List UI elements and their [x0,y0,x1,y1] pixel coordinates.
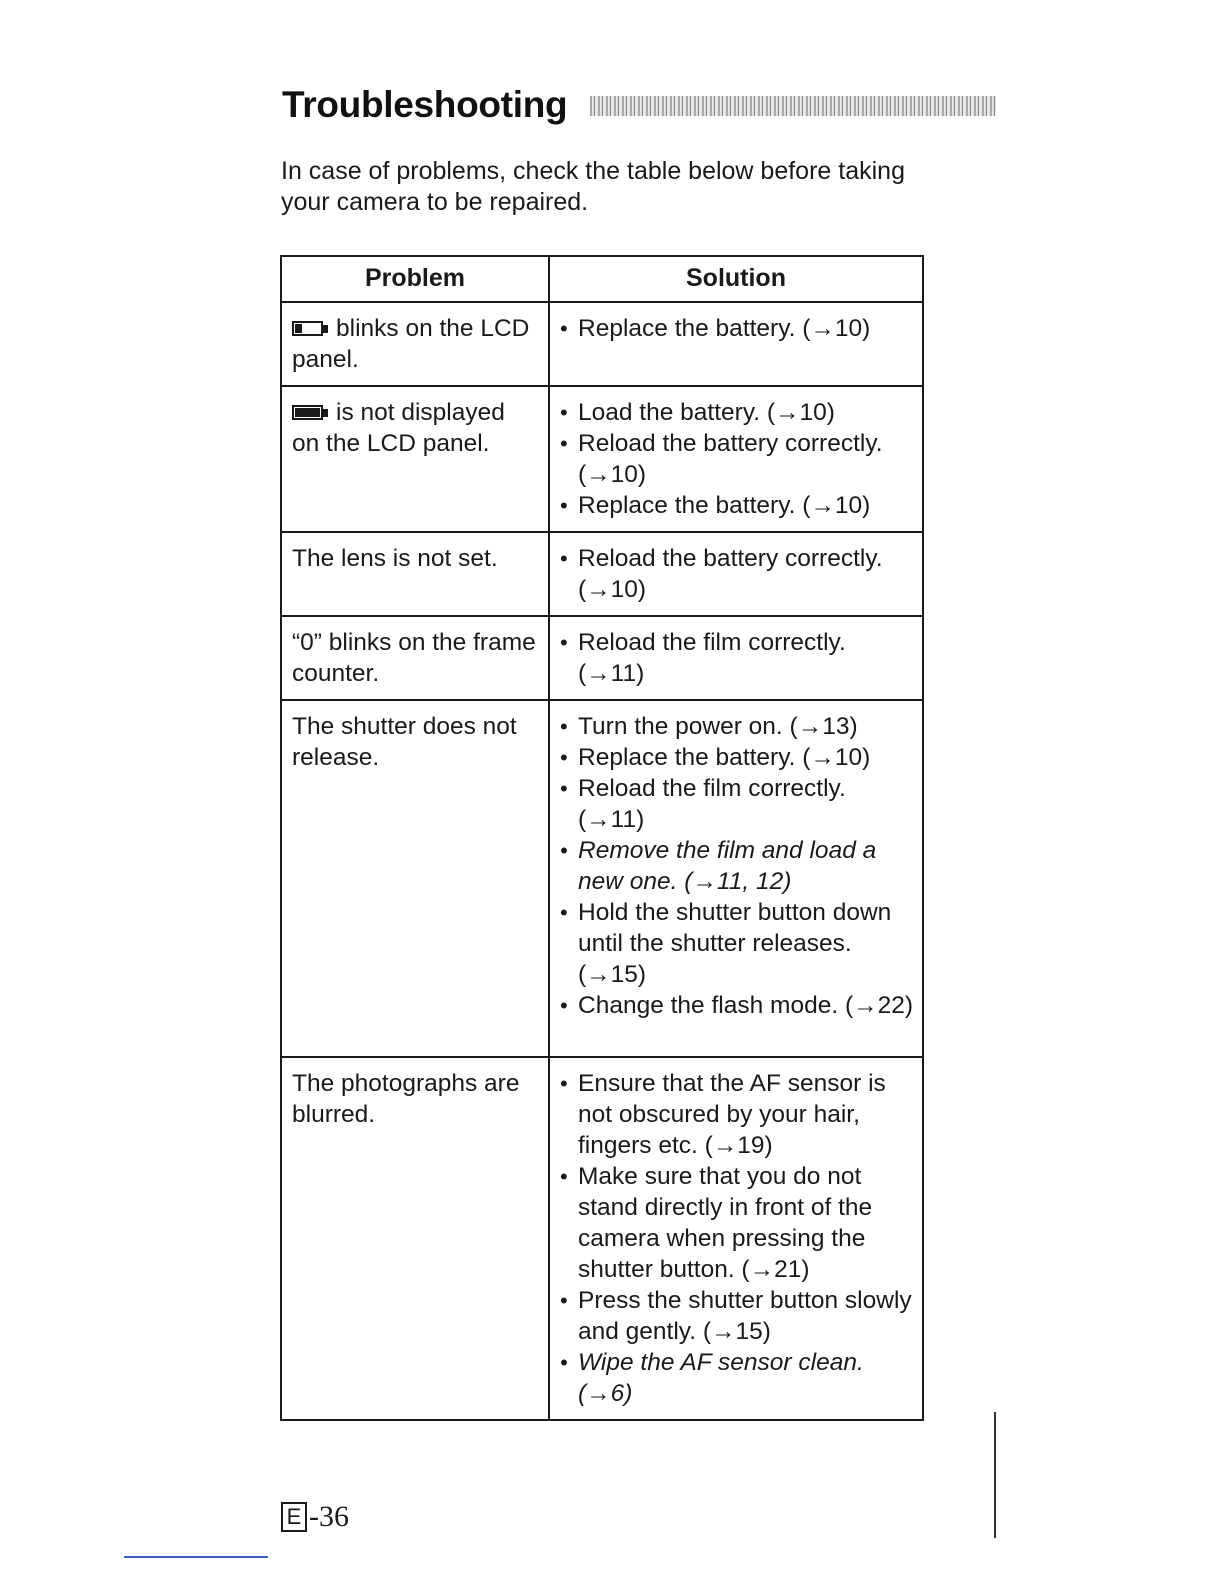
solution-item: • Remove the film and load a new one. (→11, 12) [560,835,914,897]
table-header-row [281,256,923,302]
page-title: Troubleshooting [282,84,568,125]
page-footer [281,1500,349,1534]
solution-cell [549,386,923,532]
battery-full-icon [292,404,330,422]
solution-item: • Reload the battery correctly. (→10) [560,428,914,490]
solution-item: • Change the flash mode. (→22) [560,990,914,1021]
solution-item: • Replace the battery. (→10) [560,742,914,773]
solution-cell [549,616,923,700]
solution-header: Solution [549,256,923,302]
page-number: -36 [309,1500,349,1533]
solution-item: • Replace the battery. (→10) [560,490,914,521]
table-row [281,1057,923,1420]
solution-item: • Wipe the AF sensor clean. (→6) [560,1347,914,1409]
solution-cell [549,532,923,616]
solution-item: • Reload the film correctly. (→11) [560,627,914,689]
problem-text: The shutter does not release. [292,713,517,771]
bottom-rule [124,1556,268,1558]
solution-cell [549,1057,923,1420]
problem-text: blinks on the LCD panel. [292,315,530,373]
problem-header: Problem [281,256,549,302]
solution-item: • Reload the film correctly. (→11) [560,773,914,835]
title-decorative-bar [590,96,996,116]
margin-rule [994,1412,996,1538]
solution-item: • Ensure that the AF sensor is not obscured by your hair, fingers etc. (→19) [560,1068,914,1161]
problem-cell [281,532,549,616]
table-row [281,616,923,700]
problem-cell [281,1057,549,1420]
solution-item: • Turn the power on. (→13) [560,711,914,742]
table-row [281,302,923,386]
problem-text: “0” blinks on the frame counter. [292,629,536,687]
solution-item: • Reload the battery correctly. (→10) [560,543,914,605]
title-row [282,84,567,126]
problem-text: is not displayed on the LCD panel. [292,399,505,457]
problem-text: The lens is not set. [292,545,498,572]
language-box: E [281,1502,307,1532]
intro-text: In case of problems, check the table below before taking your camera to be repaired. [281,157,905,216]
solution-item: • Load the battery. (→10) [560,397,914,428]
problem-cell [281,386,549,532]
battery-low-icon [292,320,330,338]
solution-item: • Make sure that you do not stand directly in front of the camera when pressing the shutter button. (→21) [560,1161,914,1285]
problem-cell [281,700,549,1057]
solution-cell [549,302,923,386]
troubleshooting-table [280,255,924,1421]
solution-item: • Replace the battery. (→10) [560,313,914,344]
problem-text: The photographs are blurred. [292,1070,520,1128]
table-row [281,386,923,532]
problem-cell [281,616,549,700]
problem-cell [281,302,549,386]
table-row [281,532,923,616]
table-row [281,700,923,1057]
solution-item: • Press the shutter button slowly and gently. (→15) [560,1285,914,1347]
solution-cell [549,700,923,1057]
solution-item: • Hold the shutter button down until the shutter releases. (→15) [560,897,914,990]
